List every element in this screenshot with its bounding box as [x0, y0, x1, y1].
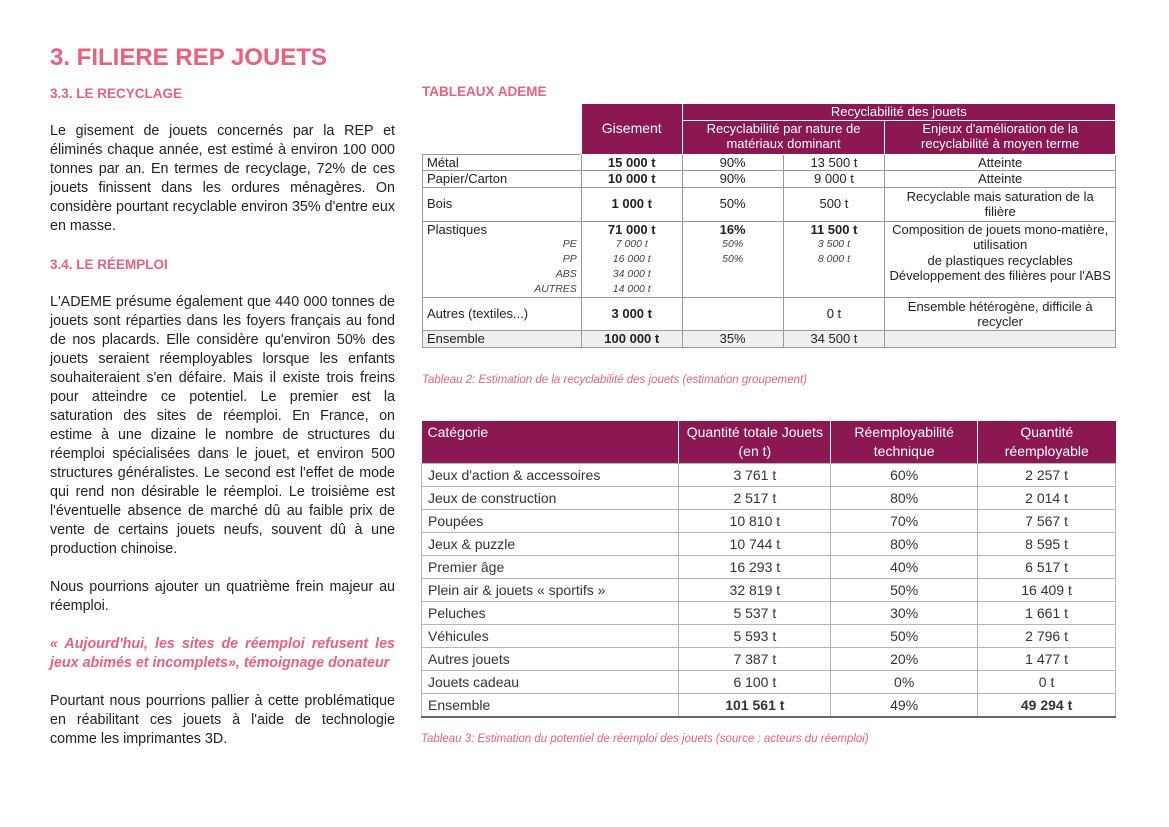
- reusable-cell: 1 661 t: [978, 601, 1116, 624]
- quantity-cell: 5 537 t: [679, 601, 831, 624]
- autres-gisement: 14 000 t: [612, 283, 651, 295]
- pe-pct: 50%: [722, 238, 744, 250]
- rate-cell: 70%: [831, 509, 978, 532]
- gisement-cell: 100 000 t: [581, 331, 682, 348]
- rate-cell: 49%: [831, 693, 978, 717]
- row-label: Ensemble: [423, 331, 582, 348]
- quantity-cell: 32 819 t: [679, 578, 831, 601]
- category-cell: Ensemble: [422, 693, 679, 717]
- reemploi-paragraph-1: L'ADEME présume également que 440 000 tonnes de jouets sont réparties dans les foyers français au fond de nos placards. Elle considère qu'environ 50% des jouets seraient réemployables lorsque les enfants souhaiteraient s'en défaire. Mais il existe trois freins pour atteindre ce potentiel. Le premier est la saturation des sites de réemploi. En France, on estime à une dizaine le nombre de structures du réemploi spécialisées dans le jouet, et environ 500 structures généralistes. Le second est l'effet de mode qui rend non désirable le réemploi. Le troisième est l'éventuelle absence de marché dû au faible prix de vente de certains jouets neufs, souvent dû à une production chinoise.: [50, 294, 395, 557]
- reusable-cell: 1 477 t: [978, 647, 1116, 670]
- sub-label-abs: ABS: [555, 268, 577, 280]
- quantity-cell: 16 293 t: [679, 555, 831, 578]
- reusable-cell: 8 595 t: [978, 532, 1116, 555]
- gisement-cell: 15 000 t: [581, 154, 682, 171]
- pp-gisement: 16 000 t: [612, 253, 651, 265]
- enjeux-line-2: de plastiques recyclables: [927, 252, 1073, 268]
- category-cell: Poupées: [422, 509, 679, 532]
- reusable-cell: 6 517 t: [978, 555, 1116, 578]
- recyclage-text: Le gisement de jouets concernés par la REP et éliminés chaque année, est estimé à environ 100 000 tonnes par an. En termes de recyclage, 72% de ces jouets finissent dans les ordures ménagères. On considère pourtant recyclable environ 35% d'entre eux en masse.: [50, 123, 395, 234]
- plastiques-tonnes: 11 500 t: [810, 221, 858, 237]
- category-cell: Jouets cadeau: [422, 670, 679, 693]
- row-label: [423, 221, 582, 298]
- table2-caption: Tableau 3: Estimation du potentiel de réemploi des jouets (source : acteurs du réemploi): [421, 733, 869, 745]
- table1-row-ensemble: [423, 331, 1116, 348]
- table-row: [422, 601, 1116, 624]
- row-label: Papier/Carton: [423, 171, 582, 188]
- pct-cell: [682, 298, 783, 331]
- enjeux-cell: [885, 221, 1116, 298]
- table-row: [422, 486, 1116, 509]
- reusable-cell: 2 014 t: [978, 486, 1116, 509]
- reusable-cell: 16 409 t: [978, 578, 1116, 601]
- abs-gisement: 34 000 t: [612, 268, 651, 280]
- table1-row-papier: [423, 171, 1116, 188]
- table1-header-gisement: Gisement: [581, 104, 682, 155]
- category-cell: Jeux d'action & accessoires: [422, 463, 679, 486]
- recyclage-heading: 3.3. LE RECYCLAGE: [50, 86, 183, 101]
- tonnes-cell: 34 500 t: [783, 331, 885, 348]
- table-row: [422, 578, 1116, 601]
- gisement-cell: 10 000 t: [581, 171, 682, 188]
- pp-pct: 50%: [722, 253, 744, 265]
- table1-caption: Tableau 2: Estimation de la recyclabilité des jouets (estimation groupement): [422, 374, 808, 386]
- enjeux-cell: Atteinte: [885, 154, 1116, 171]
- quantity-cell: 6 100 t: [679, 670, 831, 693]
- table1-row-bois: [423, 187, 1116, 221]
- pe-tonnes: 3 500 t: [817, 238, 850, 250]
- table1-blank-corner: [423, 104, 582, 155]
- row-label: Métal: [423, 154, 582, 171]
- row-label: Bois: [423, 187, 582, 221]
- donor-quote: « Aujourd'hui, les sites de réemploi refusent les jeux abimés et incomplets», témoignage donateur: [50, 636, 395, 671]
- pct-cell: [682, 221, 783, 298]
- table1-header-nature: Recyclabilité par nature de matériaux dominant: [682, 120, 885, 154]
- page-title: 3. FILIERE REP JOUETS: [50, 44, 327, 71]
- tonnes-cell: 500 t: [783, 187, 885, 221]
- sub-label-autres: AUTRES: [534, 283, 577, 295]
- quantity-cell: 7 387 t: [679, 647, 831, 670]
- table-row: [422, 509, 1116, 532]
- table1-row-metal: [423, 154, 1116, 171]
- tonnes-cell: 0 t: [783, 298, 885, 331]
- tonnes-cell: [783, 221, 885, 298]
- row-label: Autres (textiles...): [423, 298, 582, 331]
- table1-row-plastiques: [423, 221, 1116, 298]
- rate-cell: 80%: [831, 532, 978, 555]
- rate-cell: 80%: [831, 486, 978, 509]
- table-row: [422, 532, 1116, 555]
- header-quantite-totale: Quantité totale Jouets (en t): [679, 421, 831, 463]
- category-cell: Plein air & jouets « sportifs »: [422, 578, 679, 601]
- pct-cell: 90%: [682, 171, 783, 188]
- pct-cell: 90%: [682, 154, 783, 171]
- table1-header-enjeux: Enjeux d'amélioration de la recyclabilité à moyen terme: [885, 120, 1116, 154]
- plastiques-gisement: 71 000 t: [607, 221, 656, 237]
- enjeux-line-1: Composition de jouets mono-matière, utilisation: [892, 221, 1109, 252]
- gisement-cell: 1 000 t: [581, 187, 682, 221]
- rate-cell: 40%: [831, 555, 978, 578]
- left-column: [50, 84, 395, 749]
- header-categorie: Catégorie: [422, 421, 679, 463]
- enjeux-line-3: Développement des filières pour l'ABS: [889, 268, 1111, 283]
- table1-header-recyclabilite: Recyclabilité des jouets: [682, 104, 1115, 121]
- enjeux-cell: Recyclable mais saturation de la filière: [885, 187, 1116, 221]
- pp-tonnes: 8 000 t: [817, 253, 850, 265]
- reemploi-paragraph-2: Nous pourrions ajouter un quatrième frein majeur au réemploi.: [50, 579, 395, 614]
- gisement-cell: 3 000 t: [581, 298, 682, 331]
- table-row: [422, 670, 1116, 693]
- category-cell: Jeux & puzzle: [422, 532, 679, 555]
- tonnes-cell: 13 500 t: [783, 154, 885, 171]
- tables-heading: TABLEAUX ADEME: [422, 84, 547, 99]
- sub-label-pe: PE: [562, 238, 577, 250]
- table-row: [422, 624, 1116, 647]
- quantity-cell: 3 761 t: [679, 463, 831, 486]
- category-cell: Véhicules: [422, 624, 679, 647]
- reuse-table: [421, 421, 1116, 718]
- category-cell: Peluches: [422, 601, 679, 624]
- rate-cell: 60%: [831, 463, 978, 486]
- rate-cell: 50%: [831, 578, 978, 601]
- table-row: [422, 463, 1116, 486]
- quantity-cell: 101 561 t: [679, 693, 831, 717]
- table-row: [422, 647, 1116, 670]
- table1-row-autres: [423, 298, 1116, 331]
- pct-cell: 50%: [682, 187, 783, 221]
- plastiques-pct: 16%: [719, 221, 746, 237]
- recyclability-table: [422, 103, 1116, 348]
- table-row: [422, 555, 1116, 578]
- category-cell: Autres jouets: [422, 647, 679, 670]
- plastiques-label: Plastiques: [427, 221, 487, 237]
- gisement-cell: [581, 221, 682, 298]
- rate-cell: 30%: [831, 601, 978, 624]
- reusable-cell: 7 567 t: [978, 509, 1116, 532]
- tonnes-cell: 9 000 t: [783, 171, 885, 188]
- quantity-cell: 10 810 t: [679, 509, 831, 532]
- reemploi-paragraph-3: Pourtant nous pourrions pallier à cette problématique en réabilitant ces jouets à l'aide de technologie comme les imprimantes 3D.: [50, 693, 395, 747]
- reusable-cell: 49 294 t: [978, 693, 1116, 717]
- category-cell: Premier âge: [422, 555, 679, 578]
- table-row-total: [422, 693, 1116, 717]
- quantity-cell: 5 593 t: [679, 624, 831, 647]
- header-quantite-reemployable: Quantité réemployable: [978, 421, 1116, 463]
- reemploi-heading: 3.4. LE RÉEMPLOI: [50, 257, 168, 272]
- enjeux-cell: Atteinte: [885, 171, 1116, 188]
- enjeux-cell: Ensemble hétérogène, difficile à recycler: [885, 298, 1116, 331]
- quantity-cell: 2 517 t: [679, 486, 831, 509]
- table2-header-row: [422, 421, 1116, 463]
- reusable-cell: 0 t: [978, 670, 1116, 693]
- pe-gisement: 7 000 t: [615, 238, 648, 250]
- rate-cell: 0%: [831, 670, 978, 693]
- sub-label-pp: PP: [562, 253, 577, 265]
- reusable-cell: 2 257 t: [978, 463, 1116, 486]
- category-cell: Jeux de construction: [422, 486, 679, 509]
- quantity-cell: 10 744 t: [679, 532, 831, 555]
- header-reemployabilite: Réemployabilité technique: [831, 421, 978, 463]
- rate-cell: 20%: [831, 647, 978, 670]
- reusable-cell: 2 796 t: [978, 624, 1116, 647]
- enjeux-cell: [885, 331, 1116, 348]
- pct-cell: 35%: [682, 331, 783, 348]
- rate-cell: 50%: [831, 624, 978, 647]
